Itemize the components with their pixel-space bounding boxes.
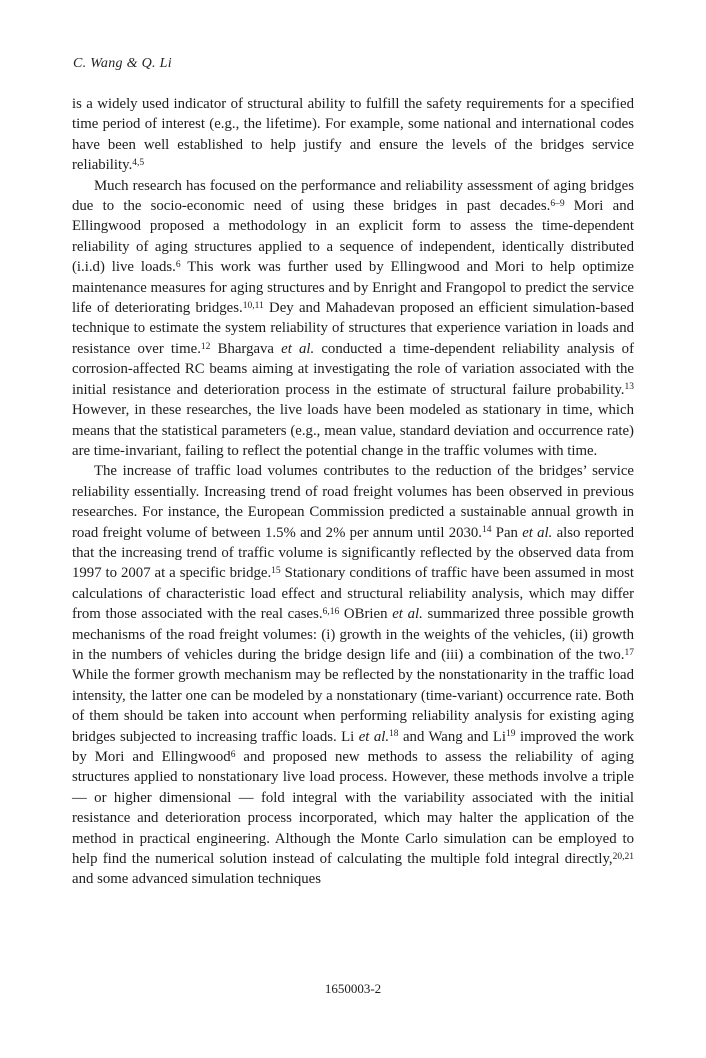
body-text-run: While the former growth mechanism may be reflected by the nonstationarity in the traffic load intensity, the latter one can be modeled by a nonstationary (time-variant) occurrence rate. Both of them should be taken into account when performing reliability analysis for existing aging bridges subjected to increasing traffic loads. Li xyxy=(72,667,634,745)
citation-superscript: 10,11 xyxy=(242,300,264,311)
body-text-run: The increase of traffic load volumes contributes to the reduction of the bridges’ service reliability essentially. Increasing trend of road freight volumes has been observed in previous researches. For instance, the European Commission predicted a sustainable annual growth in road freight volume of between 1.5% and 2% per annum until 2030. xyxy=(72,463,634,541)
body-text-run: improved the work by Mori and Ellingwood xyxy=(72,728,635,765)
body-text-run: OBrien xyxy=(339,606,393,623)
body-text-run: summarized three possible growth mechanisms of the road freight volumes: (i) growth in the weights of the vehicles, (ii) growth in the numbers of vehicles during the bridge design life and (iii) a combination of the two. xyxy=(72,606,634,663)
citation-superscript: 13 xyxy=(624,382,634,393)
body-text-run: However, in these researches, the live loads have been modeled as stationary in time, which means that the statistical parameters (e.g., mean value, standard deviation and occurrence rate) are time-invariant, failing to reflect the potential change in the traffic volumes with time. xyxy=(72,402,634,459)
citation-superscript: 12 xyxy=(200,341,211,352)
article-body xyxy=(72,94,634,890)
italic-text: et al. xyxy=(522,524,553,541)
citation-superscript: 6 xyxy=(230,749,236,760)
body-text-run: Mori and Ellingwood proposed a methodology in an explicit form to assess the time-dependent reliability of aging structures applied to a sequence of independent, identically distributed (i.i.d) live loads. xyxy=(72,198,634,276)
citation-superscript: 18 xyxy=(389,729,399,740)
citation-superscript: 6,16 xyxy=(322,606,340,617)
body-text-run: also reported that the increasing trend of traffic volume is significantly reflected by the observed data from 1997 to 2007 at a specific bridge. xyxy=(72,524,634,582)
body-text-run: Pan xyxy=(491,524,523,541)
citation-superscript: 20,21 xyxy=(612,851,634,862)
citation-superscript: 17 xyxy=(624,647,634,658)
citation-superscript: 6–9 xyxy=(550,198,565,209)
citation-superscript: 6 xyxy=(175,259,181,270)
citation-superscript: 15 xyxy=(271,566,281,577)
paragraph xyxy=(72,94,634,176)
paragraph xyxy=(72,461,634,890)
page-number: 1650003-2 xyxy=(324,981,382,996)
citation-superscript: 19 xyxy=(506,729,516,740)
body-text-run: Stationary conditions of traffic have been assumed in most calculations of characteristic load effect and structural reliability analysis, which may differ from those associated with the real cases. xyxy=(72,565,634,623)
italic-text: et al. xyxy=(392,606,423,623)
italic-text: et al. xyxy=(358,728,390,745)
body-text-run: Much research has focused on the performance and reliability assessment of aging bridges due to the socio-economic need of using these bridges in past decades. xyxy=(72,177,634,215)
body-text-run: and Wang and Li xyxy=(398,728,507,745)
running-header-authors: C. Wang & Q. Li xyxy=(73,56,172,71)
paragraph xyxy=(72,176,634,462)
body-text-run: Dey and Mahadevan proposed an efficient simulation-based technique to estimate the system reliability of structures that experience variation in loads and resistance over time. xyxy=(72,300,635,357)
body-text-run: and proposed new methods to assess the reliability of aging structures applied to nonstationary live load process. However, these methods involve a triple — or higher dimensional — fold integral with the variability associated with the initial resistance and deterioration process incorporated, which may halter the application of the method in practical engineering. Although the Monte Carlo simulation can be employed to help find the numerical solution instead of calculating the multiple fold integral directly, xyxy=(72,749,634,868)
body-text-run: Bhargava xyxy=(210,340,282,357)
citation-superscript: 4,5 xyxy=(132,157,145,168)
body-text-run: is a widely used indicator of structural ability to fulfill the safety requirements for a specified time period of interest (e.g., the lifetime). For example, some national and international codes have been well established to help justify and ensure the levels of the bridges service reliability. xyxy=(72,96,634,174)
body-text-run: This work was further used by Ellingwood and Mori to help optimize maintenance measures for aging structures and by Enright and Frangopol to predict the service life of deteriorating bridges. xyxy=(72,259,635,317)
body-text-run: and some advanced simulation techniques xyxy=(72,871,322,888)
italic-text: et al. xyxy=(281,340,315,357)
citation-superscript: 14 xyxy=(482,525,492,536)
body-text-run: conducted a time-dependent reliability analysis of corrosion-affected RC beams aiming at investigating the role of variation associated with the initial resistance and deterioration process in the estimate of structural failure probability. xyxy=(72,340,635,398)
